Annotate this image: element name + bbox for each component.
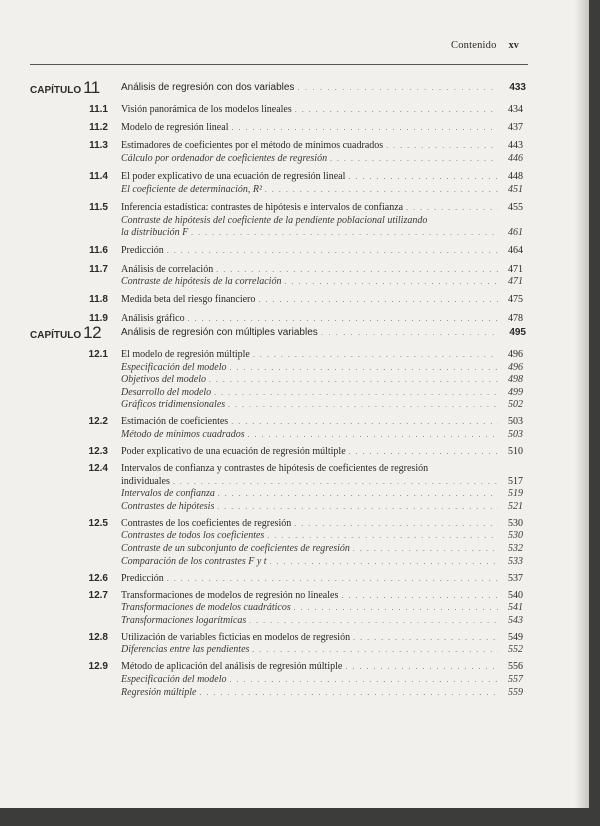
entry-page-number: 510 xyxy=(508,446,523,457)
entry-title: Análisis gráfico xyxy=(121,312,185,324)
leader-dots xyxy=(406,203,498,212)
entry-page-number: 496 xyxy=(508,361,523,373)
entry-page-number: 503 xyxy=(508,416,523,428)
section-number: 11.5 xyxy=(89,202,108,213)
entry-title: Predicción xyxy=(121,572,164,584)
section-entry[interactable] xyxy=(121,632,523,643)
chapter-heading[interactable] xyxy=(0,323,589,343)
section-number: 12.8 xyxy=(88,631,108,643)
entry-page-number: 537 xyxy=(508,572,523,584)
section-entry[interactable] xyxy=(121,122,523,133)
entry-page-number: 521 xyxy=(508,500,523,512)
section-entry[interactable] xyxy=(121,590,523,601)
leader-dots xyxy=(348,172,498,181)
entry-page-number: 541 xyxy=(508,602,523,614)
section-entry[interactable] xyxy=(121,416,523,427)
section-number: 12.6 xyxy=(88,572,108,584)
section-entry[interactable] xyxy=(121,573,523,584)
section-number: 12.1 xyxy=(88,349,108,360)
entry-title: individuales xyxy=(121,475,170,487)
leader-dots xyxy=(217,502,498,511)
section-entry[interactable] xyxy=(121,476,523,487)
entry-page-number: 471 xyxy=(508,263,523,275)
subsection-entry[interactable] xyxy=(121,374,523,385)
entry-title: Intervalos de confianza y contrastes de hipótesis de coeficientes de regresión xyxy=(121,463,429,474)
leader-dots xyxy=(253,350,498,359)
entry-title: Desarrollo del modelo xyxy=(121,386,212,398)
entry-page-number: 446 xyxy=(508,153,523,164)
section-number: 11.7 xyxy=(89,263,108,275)
leader-dots xyxy=(345,662,498,671)
entry-title: Cálculo por ordenador de coeficientes de regresión xyxy=(121,153,328,164)
entry-title: Visión panorámica de los modelos lineales xyxy=(121,104,292,115)
entry-title: Transformaciones logarítmicas xyxy=(121,614,247,626)
entry-title: Estimadores de coeficientes por el método de mínimos cuadrados xyxy=(121,140,384,152)
entry-page-number: 530 xyxy=(508,517,523,529)
section-number: 12.4 xyxy=(88,463,108,474)
entry-title: Gráficos tridimensionales xyxy=(121,399,226,411)
section-number: 11.2 xyxy=(89,122,108,134)
section-entry[interactable] xyxy=(121,349,523,360)
entry-title: Contrastes de todos los coeficientes xyxy=(121,530,265,542)
chapter-word: CAPÍTULO xyxy=(30,330,82,341)
entry-page-number: 461 xyxy=(508,227,523,239)
entry-page-number: 443 xyxy=(508,140,523,152)
subsection-entry[interactable] xyxy=(121,687,523,698)
entry-title: Predicción xyxy=(121,245,164,257)
leader-dots xyxy=(265,185,498,194)
running-header xyxy=(451,40,519,51)
entry-title: Especificación del modelo xyxy=(121,361,227,373)
entry-page-number: 451 xyxy=(508,183,523,195)
section-number: 12.9 xyxy=(88,661,108,673)
leader-dots xyxy=(214,388,498,397)
entry-title: Método de aplicación del análisis de regresión múltiple xyxy=(121,661,343,673)
subsection-entry[interactable] xyxy=(121,227,523,238)
entry-page-number: 540 xyxy=(508,589,523,601)
section-number: 11.6 xyxy=(89,245,108,257)
subsection-entry[interactable] xyxy=(121,387,523,398)
leader-dots xyxy=(295,105,498,114)
entry-page-number: 502 xyxy=(508,399,523,411)
section-entry[interactable] xyxy=(121,446,523,457)
subsection-entry[interactable] xyxy=(121,615,523,626)
subsection-entry[interactable] xyxy=(121,184,523,195)
section-number: 11.9 xyxy=(89,312,108,324)
leader-dots xyxy=(248,430,498,439)
entry-title: Comparación de los contrastes F y t xyxy=(121,555,267,567)
entry-page-number: 475 xyxy=(508,294,523,306)
entry-title: Medida beta del riesgo financiero xyxy=(121,294,256,306)
chapter-label xyxy=(30,78,118,98)
leader-dots xyxy=(330,154,498,163)
entry-page-number: 556 xyxy=(508,661,523,673)
subsection-entry[interactable] xyxy=(121,362,523,373)
leader-dots xyxy=(294,519,498,528)
entry-page-number: 543 xyxy=(508,614,523,626)
chapter-number: 12 xyxy=(83,323,102,342)
entry-title: Análisis de correlación xyxy=(121,263,214,275)
entry-title: Poder explicativo de una ecuación de regresión múltiple xyxy=(121,446,346,457)
entry-title: Regresión múltiple xyxy=(121,686,197,698)
entry-title: Método de mínimos cuadrados xyxy=(121,429,245,440)
entry-title: Contrastes de los coeficientes de regresión xyxy=(121,517,292,529)
section-entry[interactable] xyxy=(121,661,523,672)
section-number: 11.4 xyxy=(89,171,108,183)
entry-page-number: 496 xyxy=(508,349,523,360)
leader-dots xyxy=(341,591,498,600)
entry-title: Contraste de hipótesis de la correlación xyxy=(121,276,282,288)
leader-dots xyxy=(349,447,498,456)
entry-title: la distribución F xyxy=(121,227,189,239)
entry-title: Contrastes de hipótesis xyxy=(121,500,215,512)
leader-dots xyxy=(218,489,498,498)
entry-page-number: 517 xyxy=(508,475,523,487)
entry-page-number: 533 xyxy=(508,555,523,567)
entry-title: El poder explicativo de una ecuación de regresión lineal xyxy=(121,171,346,183)
leader-dots xyxy=(258,295,498,304)
chapter-label xyxy=(30,323,118,343)
subsection-entry[interactable] xyxy=(121,501,523,512)
section-entry[interactable] xyxy=(121,294,523,305)
subsection-entry[interactable] xyxy=(121,276,523,287)
section-entry[interactable] xyxy=(121,202,523,213)
section-number: 12.5 xyxy=(88,517,108,529)
subsection-entry[interactable] xyxy=(121,215,523,226)
section-entry[interactable] xyxy=(121,245,523,256)
entry-title: Modelo de regresión lineal xyxy=(121,122,229,134)
subsection-entry[interactable] xyxy=(121,488,523,499)
leader-dots xyxy=(228,400,498,409)
leader-dots xyxy=(167,246,498,255)
entry-page-number: 557 xyxy=(508,674,523,685)
entry-page-number: 549 xyxy=(508,631,523,643)
entry-page-number: 499 xyxy=(508,386,523,398)
leader-dots xyxy=(167,574,498,583)
header-title: Contenido xyxy=(451,40,497,51)
entry-title: Utilización de variables ficticias en modelos de regresión xyxy=(121,631,351,643)
leader-dots xyxy=(209,375,498,384)
leader-dots xyxy=(284,277,498,286)
leader-dots xyxy=(270,557,498,566)
entry-title: Transformaciones de modelos de regresión no lineales xyxy=(121,589,339,601)
entry-page-number: 503 xyxy=(508,429,523,440)
section-entry[interactable] xyxy=(121,264,523,275)
section-entry[interactable] xyxy=(121,104,523,115)
leader-dots xyxy=(297,83,497,92)
leader-dots xyxy=(353,544,498,553)
chapter-heading[interactable] xyxy=(0,78,589,98)
section-number: 12.3 xyxy=(88,446,108,457)
entry-title: Contraste de hipótesis del coeficiente de la pendiente poblacional utilizando xyxy=(121,214,428,226)
entry-page-number: 448 xyxy=(508,171,523,183)
leader-dots xyxy=(188,314,498,323)
section-number: 11.8 xyxy=(89,294,108,306)
section-number: 12.2 xyxy=(88,416,108,428)
leader-dots xyxy=(267,531,498,540)
leader-dots xyxy=(249,616,498,625)
subsection-entry[interactable] xyxy=(121,543,523,554)
section-entry[interactable] xyxy=(121,171,523,182)
chapter-page-number: 433 xyxy=(509,82,526,93)
chapter-number: 11 xyxy=(83,78,100,97)
header-rule xyxy=(30,64,528,65)
leader-dots xyxy=(252,645,498,654)
section-number: 12.7 xyxy=(88,589,108,601)
leader-dots xyxy=(199,688,498,697)
header-page-number: xv xyxy=(508,40,519,51)
section-entry[interactable] xyxy=(121,140,523,151)
chapter-word: CAPÍTULO xyxy=(30,85,82,96)
chapter-title xyxy=(121,327,526,338)
subsection-entry[interactable] xyxy=(121,556,523,567)
leader-dots xyxy=(321,328,497,337)
entry-title: Inferencia estadística: contrastes de hipótesis e intervalos de confianza xyxy=(121,202,404,213)
leader-dots xyxy=(230,675,498,684)
entry-page-number: 530 xyxy=(508,530,523,542)
entry-page-number: 455 xyxy=(508,202,523,213)
entry-title: Diferencias entre las pendientes xyxy=(121,644,250,656)
chapter-title-text: Análisis de regresión con múltiples variables xyxy=(121,327,318,338)
entry-title: Especificación del modelo xyxy=(121,674,227,685)
chapter-page-number: 495 xyxy=(509,327,526,338)
entry-page-number: 434 xyxy=(508,104,523,115)
subsection-entry[interactable] xyxy=(121,674,523,685)
subsection-entry[interactable] xyxy=(121,602,523,613)
entry-title: Transformaciones de modelos cuadráticos xyxy=(121,602,291,614)
section-number: 11.1 xyxy=(89,104,108,115)
entry-page-number: 519 xyxy=(508,488,523,500)
entry-page-number: 498 xyxy=(508,374,523,386)
leader-dots xyxy=(191,228,498,237)
entry-title: Estimación de coeficientes xyxy=(121,416,229,428)
entry-page-number: 471 xyxy=(508,276,523,288)
leader-dots xyxy=(386,141,498,150)
entry-title: El coeficiente de determinación, R² xyxy=(121,183,263,195)
entry-title: Objetivos del modelo xyxy=(121,374,206,386)
chapter-title-text: Análisis de regresión con dos variables xyxy=(121,82,295,93)
subsection-entry[interactable] xyxy=(121,530,523,541)
entry-title: El modelo de regresión múltiple xyxy=(121,349,250,360)
subsection-entry[interactable] xyxy=(121,429,523,440)
leader-dots xyxy=(230,363,498,372)
entry-page-number: 559 xyxy=(508,686,523,698)
section-entry[interactable] xyxy=(121,313,523,324)
section-entry[interactable] xyxy=(121,518,523,529)
leader-dots xyxy=(216,265,498,274)
section-entry[interactable] xyxy=(121,463,523,474)
leader-dots xyxy=(231,123,498,132)
entry-title: Contraste de un subconjunto de coeficientes de regresión xyxy=(121,543,350,554)
section-number: 11.3 xyxy=(89,140,108,152)
entry-title: Intervalos de confianza xyxy=(121,488,215,500)
entry-page-number: 464 xyxy=(508,245,523,257)
subsection-entry[interactable] xyxy=(121,153,523,164)
chapter-title xyxy=(121,82,526,93)
entry-page-number: 437 xyxy=(508,122,523,134)
subsection-entry[interactable] xyxy=(121,399,523,410)
entry-page-number: 552 xyxy=(508,644,523,656)
entry-page-number: 532 xyxy=(508,543,523,554)
leader-dots xyxy=(173,477,498,486)
leader-dots xyxy=(231,417,498,426)
subsection-entry[interactable] xyxy=(121,644,523,655)
leader-dots xyxy=(353,633,498,642)
leader-dots xyxy=(294,603,498,612)
entry-page-number: 478 xyxy=(508,312,523,324)
